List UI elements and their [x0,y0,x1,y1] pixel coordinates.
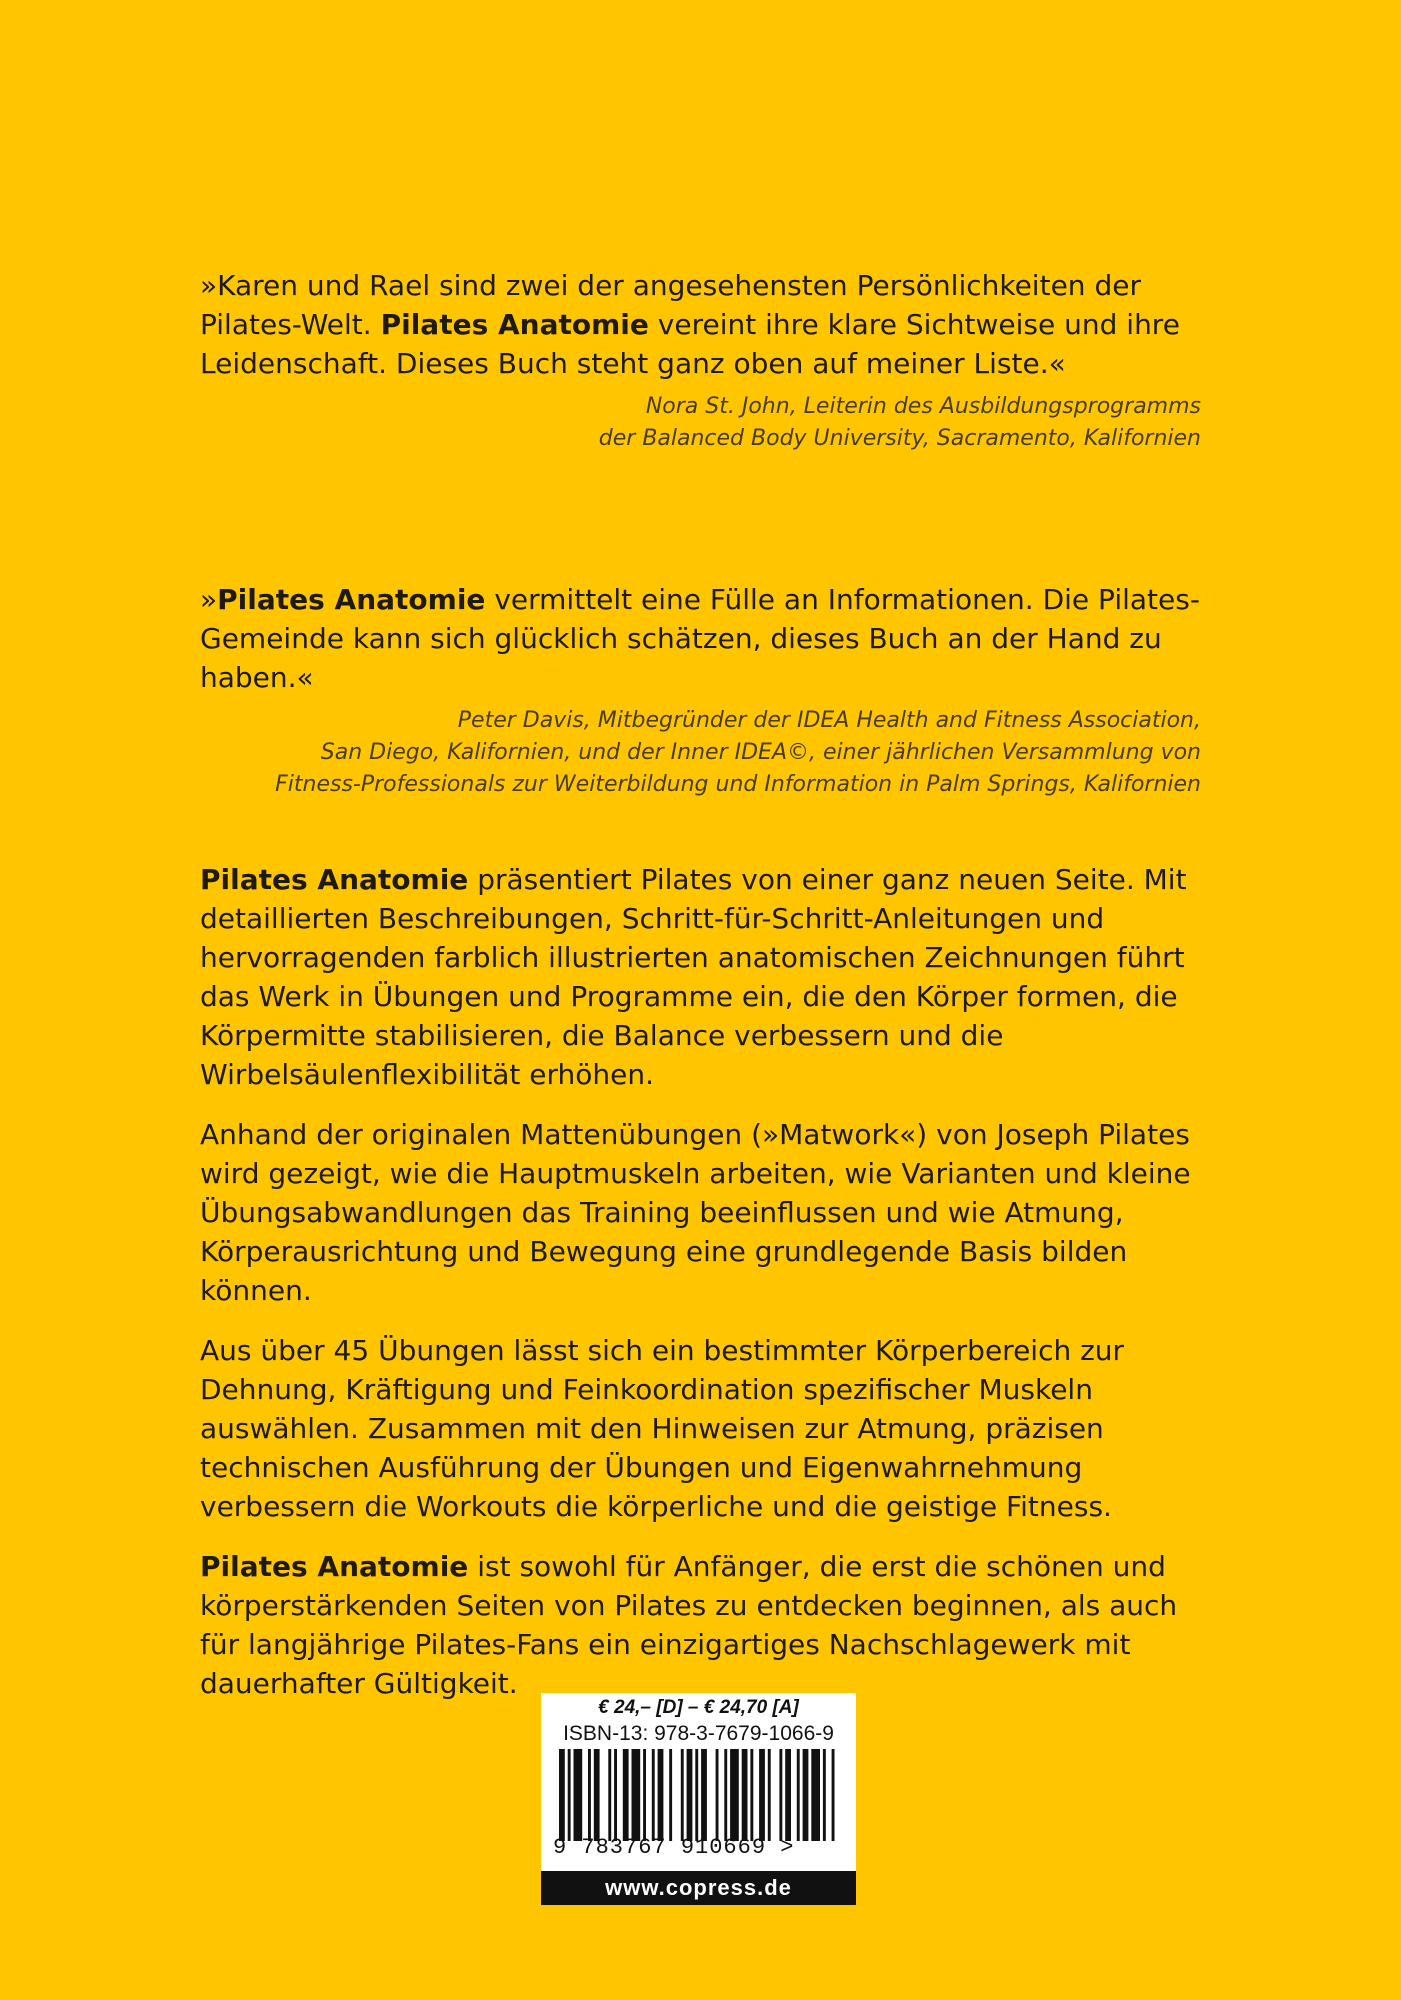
barcode-bar [622,1749,628,1841]
description-paragraph-4 [200,1547,1201,1703]
isbn-barcode-label [541,1693,856,1905]
barcode-bar [785,1749,791,1841]
barcode-bar [680,1749,683,1841]
barcode-bar [608,1749,611,1841]
quote-attribution [200,391,1201,455]
description-paragraph-1 [200,860,1201,1094]
barcode-bar [802,1749,808,1841]
quote-attribution [200,705,1201,801]
barcode-bar [588,1749,591,1841]
barcode-bar [796,1749,799,1841]
barcode-bar [750,1749,753,1841]
testimonial-quote-1 [200,266,1201,455]
barcode-bar [779,1749,782,1841]
quote-text-start: » [200,583,218,616]
attribution-line: San Diego, Kalifornien, und der Inner IDEA©, einer jährlichen Versammlung von [320,740,1201,765]
barcode-bar [657,1749,663,1841]
quote-text [200,580,1201,697]
attribution-line: Peter Davis, Mitbegründer der IDEA Health and Fitness Association, [457,708,1201,733]
barcode-bar [730,1749,739,1841]
barcode-bar [643,1749,646,1841]
publisher-url: www.copress.de [541,1871,856,1905]
isbn-number: ISBN-13: 978-3-7679-1066-9 [563,1722,834,1745]
barcode-bar [759,1749,765,1841]
description-paragraph-3 [200,1331,1201,1526]
barcode-bar [669,1749,672,1841]
barcode-bar [724,1749,727,1841]
book-title-emphasis: Pilates Anatomie [200,1550,469,1583]
barcode-bar [651,1749,654,1841]
barcode-bars [551,1749,847,1841]
attribution-line: der Balanced Body University, Sacramento, Kalifornien [598,426,1201,451]
barcode-bar [573,1749,582,1841]
barcode-bar [686,1749,692,1841]
testimonial-quote-2 [200,580,1201,801]
barcode-bar [695,1749,698,1841]
paragraph-text: präsentiert Pilates von einer ganz neuen Seite. Mit detaillierten Beschreibungen, Schritt-für-Schritt-Anleitungen und hervorragenden farblich illustrierten anatomischen Zeichnungen führt das Werk in Übungen und Programme ein, die den Körper formen, die Körpermitte stabilisieren, die Balance verbessern und die Wirbelsäulenflexibilität erhöhen. [200,863,1187,1091]
attribution-line: Fitness-Professionals zur Weiterbildung und Information in Palm Springs, Kalifornien [275,772,1201,797]
quote-text [200,266,1201,383]
barcode-bar [822,1749,825,1841]
quote-text-end: vereint ihre klare Sichtweise und ihre Leidenschaft. Dieses Buch steht ganz oben auf meiner Liste.« [200,308,1180,380]
paragraph-text: Aus über 45 Übungen lässt sich ein bestimmter Körperbereich zur Dehnung, Kräftigung und Feinkoordination spezifischer Muskeln auswählen. Zusammen mit den Hinweisen zur Atmung, präzisen technischen Ausführung der Übungen und Eigenwahrnehmung verbessern die Workouts die körperliche und die geistige Fitness. [200,1334,1125,1523]
barcode-bar [631,1749,640,1841]
barcode-bar [567,1749,570,1841]
quote-text-end: vermittelt eine Fülle an Informationen. Die Pilates-Gemeinde kann sich glücklich schätzen, dieses Buch an der Hand zu haben.« [200,583,1200,694]
book-title-emphasis: Pilates Anatomie [217,583,486,616]
quote-text-start: »Karen und Rael sind zwei der angesehensten Persönlichkeiten der Pilates-Welt. [200,269,1141,341]
barcode-bar [614,1749,617,1841]
paragraph-text: Anhand der originalen Mattenübungen (»Matwork«) von Joseph Pilates wird gezeigt, wie die Hauptmuskeln arbeiten, wie Varianten und kleine Übungsabwandlungen das Training beeinflussen und wie Atmung, Körperausrichtung und Bewegung eine grundlegende Basis bilden können. [200,1118,1191,1307]
barcode-bar [593,1749,599,1841]
price-label: € 24,– [D] – € 24,70 [A] [598,1697,799,1718]
barcode-bar [701,1749,707,1841]
book-title-emphasis: Pilates Anatomie [380,308,649,341]
barcode-bar [831,1749,834,1841]
attribution-line: Nora St. John, Leiterin des Ausbildungsprogramms [645,394,1201,419]
barcode-bar [559,1749,565,1841]
paragraph-text: ist sowohl für Anfänger, die erst die schönen und körperstärkenden Seiten von Pilates zu entdecken beginnen, als auch für langjährige Pilates-Fans ein einzigartiges Nachschlagewerk mit dauerhafter Gültigkeit. [200,1550,1178,1700]
barcode-bar [811,1749,820,1841]
book-title-emphasis: Pilates Anatomie [200,863,469,896]
barcode-bar [715,1749,718,1841]
ean-digits: 9 783767 910669 > [553,1835,795,1860]
barcode-bar [741,1749,747,1841]
description-paragraph-2 [200,1115,1201,1310]
barcode-bar [767,1749,770,1841]
book-description [200,860,1201,1724]
